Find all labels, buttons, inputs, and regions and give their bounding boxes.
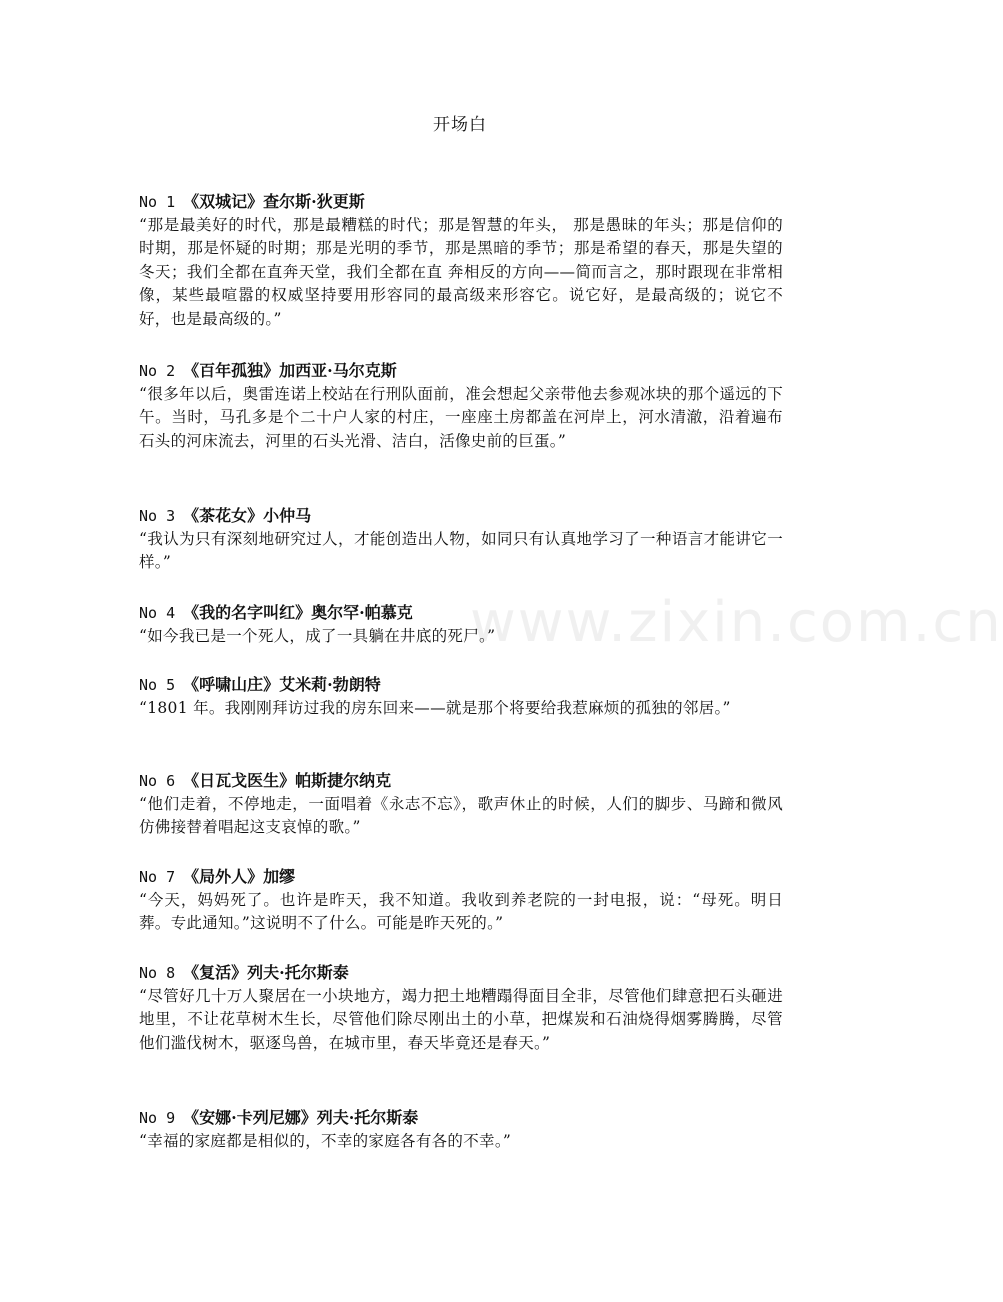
entry-4	[139, 601, 783, 648]
watermark: www.zixin.com.cn	[470, 590, 1003, 655]
entry-number: No 3	[139, 507, 176, 525]
entry-quote: “尽管好几十万人聚居在一小块地方，竭力把土地糟蹋得面目全非，尽管他们肆意把石头砸进地里，不让花草树木生长，尽管他们除尽刚出土的小草，把煤炭和石油烧得烟雾腾腾，尽管他们滥伐树木，驱逐鸟兽，在城市里，春天毕竟还是春天。”	[139, 987, 783, 1052]
entry-9	[139, 1106, 783, 1153]
entry-2	[139, 359, 783, 453]
entry-heading	[139, 961, 783, 985]
entry-title: 《安娜·卡列尼娜》列夫·托尔斯泰	[183, 1108, 419, 1127]
entry-title: 《茶花女》小仲马	[183, 506, 312, 525]
entry-quote: “我认为只有深刻地研究过人，才能创造出人物，如同只有认真地学习了一种语言才能讲它一样。”	[139, 530, 783, 572]
entry-title: 《百年孤独》加西亚·马尔克斯	[183, 361, 397, 380]
page-title: 开场白	[433, 115, 487, 135]
entry-8	[139, 961, 783, 1055]
entry-quote: “幸福的家庭都是相似的，不幸的家庭各有各的不幸。”	[139, 1132, 512, 1150]
entry-number: No 7	[139, 868, 176, 886]
entry-7	[139, 865, 783, 936]
entry-quote: “很多年以后，奥雷连诺上校站在行刑队面前，准会想起父亲带他去参观冰块的那个遥远的下午。当时，马孔多是个二十户人家的村庄，一座座土房都盖在河岸上，河水清澈，沿着遍布石头的河床流去，河里的石头光滑、洁白，活像史前的巨蛋。”	[139, 385, 783, 450]
entry-number: No 4	[139, 604, 176, 622]
entry-quote: “1801 年。我刚刚拜访过我的房东回来——就是那个将要给我惹麻烦的孤独的邻居。”	[139, 699, 731, 717]
entry-heading	[139, 769, 783, 793]
entry-heading	[139, 673, 783, 697]
entry-quote: “如今我已是一个死人，成了一具躺在井底的死尸。”	[139, 627, 496, 645]
entry-title: 《局外人》加缪	[183, 867, 296, 886]
entry-number: No 2	[139, 362, 176, 380]
entry-title: 《日瓦戈医生》帕斯捷尔纳克	[183, 771, 392, 790]
entry-quote: “他们走着，不停地走，一面唱着《永志不忘》，歌声休止的时候，人们的脚步、马蹄和微风仿佛接替着唱起这支哀悼的歌。”	[139, 795, 783, 837]
entry-1	[139, 190, 783, 331]
entry-heading	[139, 359, 783, 383]
entry-heading	[139, 190, 783, 214]
entry-number: No 1	[139, 193, 176, 211]
entry-quote: “那是最美好的时代，那是最糟糕的时代；那是智慧的年头， 那是愚昧的年头；那是信仰的时期，那是怀疑的时期；那是光明的季节，那是黑暗的季节；那是希望的春天，那是失望的冬天；我们全都在直奔天堂，我们全都在直 奔相反的方向——简而言之，那时跟现在非常相像，某些最喧嚣的权威坚持要用形容同的最高级来形容它。说它好，是最高级的；说它不好，也是最高级的。”	[139, 216, 783, 328]
entry-number: No 5	[139, 676, 176, 694]
entry-number: No 9	[139, 1109, 176, 1127]
entry-3	[139, 504, 783, 575]
entry-title: 《呼啸山庄》艾米莉·勃朗特	[183, 675, 381, 694]
entry-title: 《双城记》查尔斯·狄更斯	[183, 192, 365, 211]
entry-title: 《我的名字叫红》奥尔罕·帕慕克	[183, 603, 413, 622]
entry-heading	[139, 601, 783, 625]
entry-heading	[139, 504, 783, 528]
entry-heading	[139, 865, 783, 889]
entry-number: No 6	[139, 772, 176, 790]
entry-heading	[139, 1106, 783, 1130]
entry-6	[139, 769, 783, 840]
entry-title: 《复活》列夫·托尔斯泰	[183, 963, 349, 982]
entry-5	[139, 673, 783, 720]
entry-quote: “今天，妈妈死了。也许是昨天，我不知道。我收到养老院的一封电报，说：“母死。明日葬。专此通知。”这说明不了什么。可能是昨天死的。”	[139, 891, 783, 933]
entry-number: No 8	[139, 964, 176, 982]
